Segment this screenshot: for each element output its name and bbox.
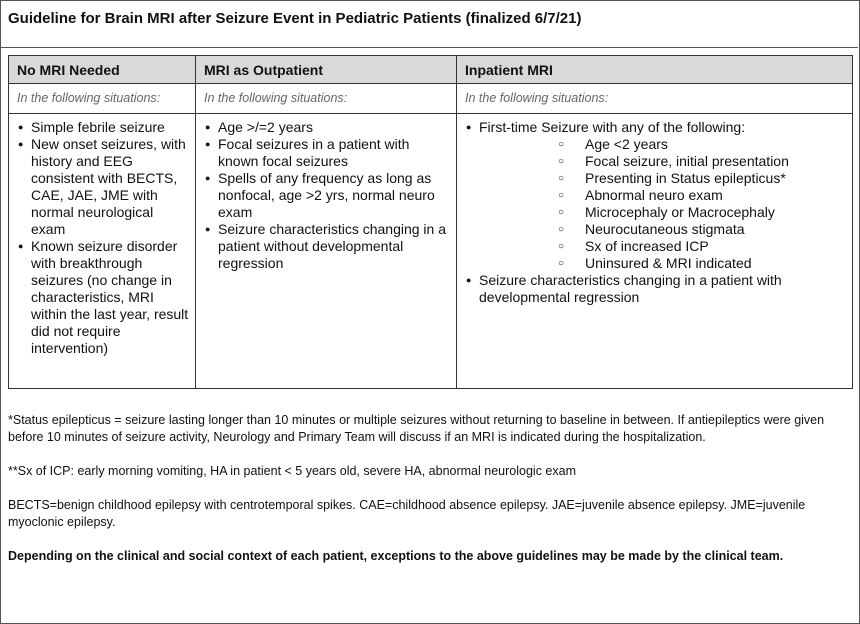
inpatient-list xyxy=(463,119,846,306)
subheader-mri-outpatient: In the following situations: xyxy=(196,84,457,114)
list-item: ● Age >/=2 years xyxy=(202,119,450,136)
inpatient-criteria xyxy=(457,114,853,389)
subheader-row xyxy=(9,84,853,114)
guideline-table xyxy=(8,55,853,389)
sublist-item: ○ Sx of increased ICP xyxy=(555,238,846,255)
sublist-item: ○ Neurocutaneous stigmata xyxy=(555,221,846,238)
list-item: ● Seizure characteristics changing in a patient with developmental regression xyxy=(463,272,846,306)
list-item: ● Seizure characteristics changing in a patient without developmental regression xyxy=(202,221,450,272)
header-no-mri: No MRI Needed xyxy=(9,56,196,84)
list-item: ● Known seizure disorder with breakthrough seizures (no change in characteristics, MRI within the last year, result did not require intervention) xyxy=(15,238,189,357)
list-item: ● Simple febrile seizure xyxy=(15,119,189,136)
outpatient-list xyxy=(202,119,450,272)
header-row xyxy=(9,56,853,84)
no-mri-criteria xyxy=(9,114,196,389)
footnotes xyxy=(8,412,844,565)
sublist-item: ○ Uninsured & MRI indicated xyxy=(555,255,846,272)
sublist-item: ○ Age <2 years xyxy=(555,136,846,153)
exceptions-note: Depending on the clinical and social context of each patient, exceptions to the above guidelines may be made by the clinical team. xyxy=(8,549,784,563)
list-item-label: First-time Seizure with any of the following: xyxy=(479,119,746,135)
sublist-item: ○ Focal seizure, initial presentation xyxy=(555,153,846,170)
list-item: ● Spells of any frequency as long as nonfocal, age >2 yrs, normal neuro exam xyxy=(202,170,450,221)
icp-note: **Sx of ICP: early morning vomiting, HA in patient < 5 years old, severe HA, abnormal neurologic exam xyxy=(8,464,576,478)
subheader-inpatient-mri: In the following situations: xyxy=(457,84,853,114)
sublist-item: ○ Microcephaly or Macrocephaly xyxy=(555,204,846,221)
subheader-no-mri: In the following situations: xyxy=(9,84,196,114)
sublist-item: ○ Abnormal neuro exam xyxy=(555,187,846,204)
list-item xyxy=(463,119,846,272)
outpatient-criteria xyxy=(196,114,457,389)
inpatient-sublist xyxy=(555,136,846,272)
header-mri-outpatient: MRI as Outpatient xyxy=(196,56,457,84)
no-mri-list xyxy=(15,119,189,357)
status-epilepticus-note: *Status epilepticus = seizure lasting longer than 10 minutes or multiple seizures without returning to baseline in between. If antiepileptics were given before 10 minutes of seizure activity, Neurology and Primary Team will discuss if an MRI is indicated during the hospitalization. xyxy=(8,413,825,444)
list-item: ● New onset seizures, with history and EEG consistent with BECTS, CAE, JAE, JME with normal neurological exam xyxy=(15,136,189,238)
abbreviations-note: BECTS=benign childhood epilepsy with centrotemporal spikes. CAE=childhood absence epilepsy. JAE=juvenile absence epilepsy. JME=juvenile myoclonic epilepsy. xyxy=(8,498,806,529)
sublist-item: ○ Presenting in Status epilepticus* xyxy=(555,170,846,187)
page-title: Guideline for Brain MRI after Seizure Event in Pediatric Patients (finalized 6/7/21) xyxy=(0,0,858,48)
header-inpatient-mri: Inpatient MRI xyxy=(457,56,853,84)
criteria-row xyxy=(9,114,853,389)
list-item: ● Focal seizures in a patient with known focal seizures xyxy=(202,136,450,170)
